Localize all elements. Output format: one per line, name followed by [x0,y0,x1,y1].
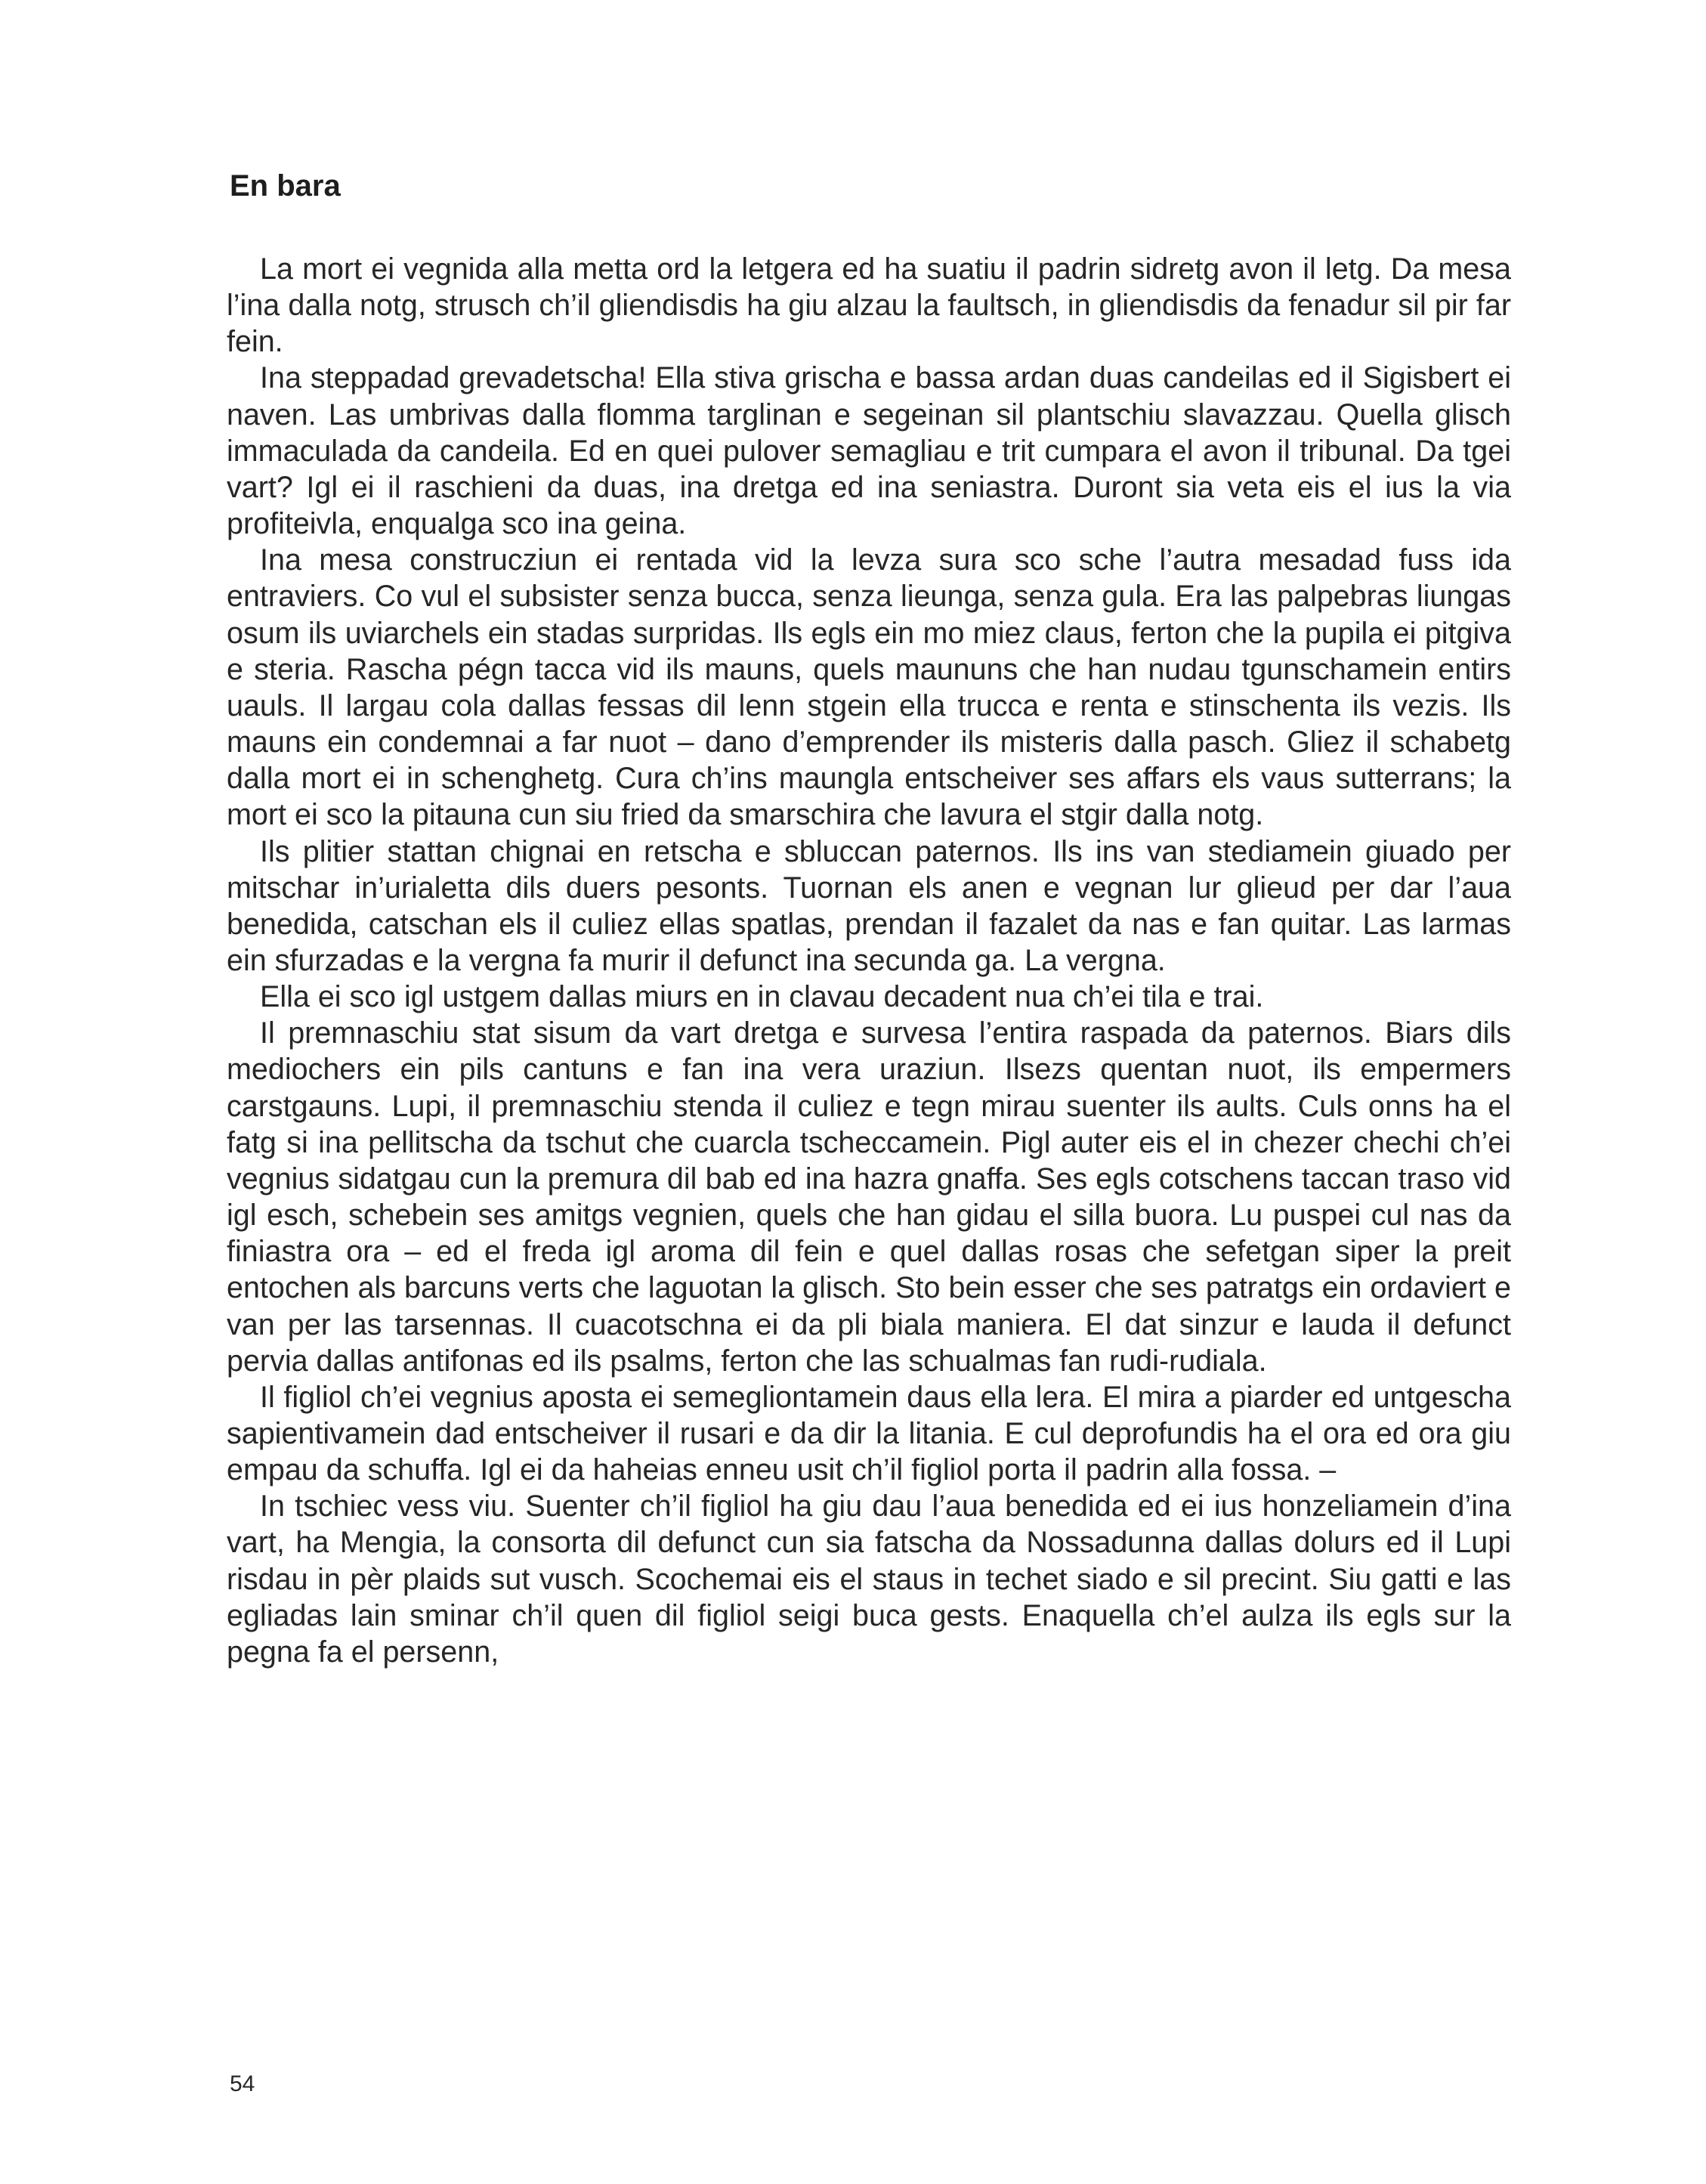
paragraph-7: Il figliol ch’ei vegnius aposta ei semegliontamein daus ella lera. El mira a piarder ed untgescha sapientivamein dad entscheiver il rusari e da dir la litania. E cul deprofundis ha el ora ed ora giu empau da schuffa. Igl ei da haheias enneu usit ch’il figliol porta il padrin alla fossa. – [227,1380,1511,1487]
paragraph-2: Ina steppadad grevadetscha! Ella stiva grischa e bassa ardan duas candeilas ed il Sigisbert ei naven. Las umbrivas dalla flomma targlinan e segeinan sil plantschiu slavazzau. Quella glisch immaculada da candeila. Ed en quei pulover semagliau e trit cumpara el avon il tribunal. Da tgei vart? Igl ei il raschieni da duas, ina dretga ed ina seniastra. Duront sia veta eis el ius la via profiteivla, enqualga sco ina geina. [227,361,1511,541]
paragraph-1: La mort ei vegnida alla metta ord la letgera ed ha suatiu il padrin sidretg avon il letg. Da mesa l’ina dalla notg, strusch ch’il gliendisdis ha giu alzau la faultsch, in gliendisdis da fenadur sil pir far fein. [227,252,1511,359]
page-number: 54 [230,2071,255,2096]
paragraph-6: Il premnaschiu stat sisum da vart dretga e survesa l’entira raspada da paternos. Biars dils mediochers ein pils cantuns e fan ina vera uraziun. Ilsezs quentan nuot, ils empermers carstgauns. Lupi, il premnaschiu stenda il culiez e tegn mirau suenter ils aults. Culs onns ha el fatg si ina pellitscha da tschut che cuarcla tschеccamein. Pigl auter eis el in chezer chechi ch’ei vegnius sidatgau cun la premura dil bab ed ina hazra gnaffa. Ses egls cotschens taccan traso vid igl esch, schebein ses amitgs vegnien, quels che han gidau el silla buora. Lu puspei cul nas da finiastra ora – ed el freda igl aroma dil fein e quel dallas rosas che sefetgan siper la preit entochen als barcuns verts che laguotan la glisch. Sto bein esser che ses patratgs ein ordaviert e van per las tarsennas. Il cuacotschna ei da pli biala maniera. El dat sinzur e lauda il defunct pervia dallas antifonas ed ils psalms, ferton che las schualmas fan rudi-rudiala. [227,1016,1511,1378]
paragraph-4: Ils plitier stattan chignai en retscha e sbluccan paternos. Ils ins van stediamein giuado per mitschar in’urialetta dils duers pesonts. Tuornan els anen e vegnan lur glieud per dar l’aua benedida, catschan els il culiez ellas spatlas, prendan il fazalet da nas e fan quitar. Las larmas ein sfurzadas e la vergna fa murir il defunct ina secunda ga. La vergna. [227,834,1511,977]
chapter-title: En bara [230,169,341,203]
paragraph-8: In tschiec vess viu. Suenter ch’il figliol ha giu dau l’aua benedida ed ei ius honzeliamein d’ina vart, ha Mengia, la consorta dil defunct cun sia fatscha da Nossadunna dallas dolurs ed il Lupi risdau in pèr plaids sut vusch. Scochemai eis el staus in techet siado e sil precint. Siu gatti e las egliadas lain sminar ch’il quen dil figliol seigi buca gests. Enaquella ch’el aulza ils egls sur la pegna fa el persenn, [227,1490,1511,1669]
paragraph-5: Ella ei sco igl ustgem dallas miurs en in clavau decadent nua ch’ei tila e trai. [260,980,1264,1014]
body-text [227,251,1511,1670]
paragraph-3: Ina mesa construcziun ei rentada vid la levza sura sco sche l’autra mesadad fuss ida entraviers. Co vul el subsister senza bucca, senza lieunga, senza gula. Era las palpebras liungas osum ils uviarchels ein stadas surpridas. Ils egls ein mo miez claus, ferton che la pupila ei pitgiva e steria. Rascha pégn tacca vid ils mauns, quels maununs che han nudau tgunschamein entirs uauls. Il largau cola dallas fessas dil lenn stgein ella trucca e renta e stinschenta ils vezis. Ils mauns ein condemnai a far nuot – dano d’emprender ils misteris dalla pasch. Gliez il schabetg dalla mort ei in schenghetg. Cura ch’ins maungla entscheiver ses affars els vaus sutterrans; la mort ei sco la pitauna cun siu fried da smarschira che lavura el stgir dalla notg. [227,543,1511,832]
